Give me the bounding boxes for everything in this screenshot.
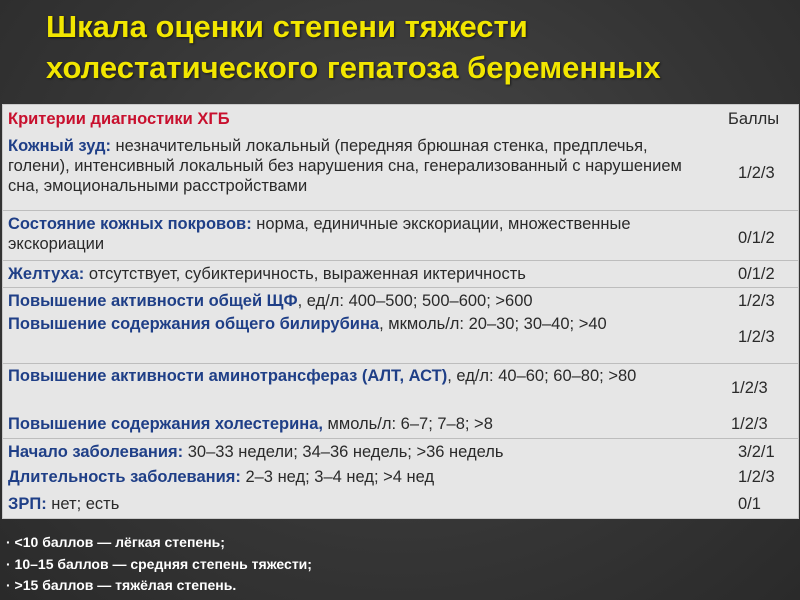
row-name: Повышение содержания холестерина,	[8, 415, 323, 433]
row-name: ЗРП:	[8, 495, 47, 513]
slide-title	[46, 6, 786, 88]
row-name: Начало заболевания:	[8, 443, 184, 461]
table-row	[3, 492, 798, 516]
header-criteria: Критерии диагностики ХГБ	[8, 110, 230, 128]
criteria-table	[2, 104, 799, 519]
row-criterion	[8, 314, 698, 334]
row-score: 3/2/1	[738, 443, 775, 461]
row-name: Желтуха:	[8, 265, 85, 283]
row-desc: , ед/л: 400–500; 500–600; >600	[297, 292, 533, 310]
row-desc: нет; есть	[46, 495, 120, 513]
row-name: Повышение активности общей ЩФ	[8, 292, 298, 310]
header-points: Баллы	[728, 110, 780, 128]
table-row	[3, 465, 798, 489]
row-score: 0/1	[738, 495, 761, 513]
table-row	[3, 260, 798, 287]
row-score: 1/2/3	[738, 468, 775, 486]
table-row	[3, 438, 798, 465]
row-name: Повышение активности аминотрансфераз (АЛТ, АСТ)	[8, 367, 448, 385]
row-criterion	[8, 467, 698, 487]
row-score: 1/2/3	[731, 379, 768, 397]
row-name: Повышение содержания общего билирубина	[8, 315, 380, 333]
row-desc: норма, единичные экскориации, множественные экскориации	[8, 215, 631, 253]
row-score: 1/2/3	[731, 415, 768, 433]
table-row	[3, 314, 798, 361]
row-desc: 30–33 недели; 34–36 недель; >36 недель	[183, 443, 504, 461]
note-item: · >15 баллов — тяжёлая степень.	[6, 577, 237, 593]
row-criterion	[8, 414, 698, 434]
note-item: · 10–15 баллов — средняя степень тяжести;	[6, 555, 312, 572]
row-score: 1/2/3	[738, 164, 775, 182]
row-score: 0/1/2	[738, 265, 775, 283]
table-row	[3, 136, 798, 210]
row-desc: , ед/л: 40–60; 60–80; >80	[447, 367, 637, 385]
row-desc: ммоль/л: 6–7; 7–8; >8	[322, 415, 493, 433]
row-score: 1/2/3	[738, 292, 775, 310]
row-name: Длительность заболевания:	[8, 468, 241, 486]
table-row	[3, 363, 798, 413]
row-criterion	[8, 442, 698, 462]
row-criterion	[8, 264, 698, 284]
row-desc: незначительный локальный (передняя брюшная стенка, предплечья, голени), интенсивный локальный без нарушения сна, генерализованный с нарушением сна, эмоциональными расстройствами	[8, 137, 682, 195]
row-criterion	[8, 291, 698, 311]
row-name: Состояние кожных покровов:	[8, 215, 252, 233]
row-name: Кожный зуд:	[8, 137, 111, 155]
note-item: · <10 баллов — лёгкая степень;	[6, 534, 225, 550]
row-score: 0/1/2	[738, 229, 775, 247]
table-header	[3, 109, 798, 133]
title-line-1: Шкала оценки степени тяжести	[46, 9, 528, 44]
row-criterion	[8, 366, 698, 386]
row-desc: , мкмоль/л: 20–30; 30–40; >40	[379, 315, 607, 333]
row-desc: отсутствует, субиктеричность, выраженная иктеричность	[84, 265, 526, 283]
row-criterion	[8, 214, 698, 254]
row-desc: 2–3 нед; 3–4 нед; >4 нед	[240, 468, 435, 486]
severity-notes	[6, 532, 786, 597]
table-row	[3, 287, 798, 311]
row-score: 1/2/3	[738, 328, 775, 346]
table-row	[3, 210, 798, 260]
title-line-2: холестатического гепатоза беременных	[46, 50, 661, 85]
row-criterion	[8, 494, 698, 514]
table-row	[3, 414, 798, 438]
row-criterion	[8, 136, 698, 196]
